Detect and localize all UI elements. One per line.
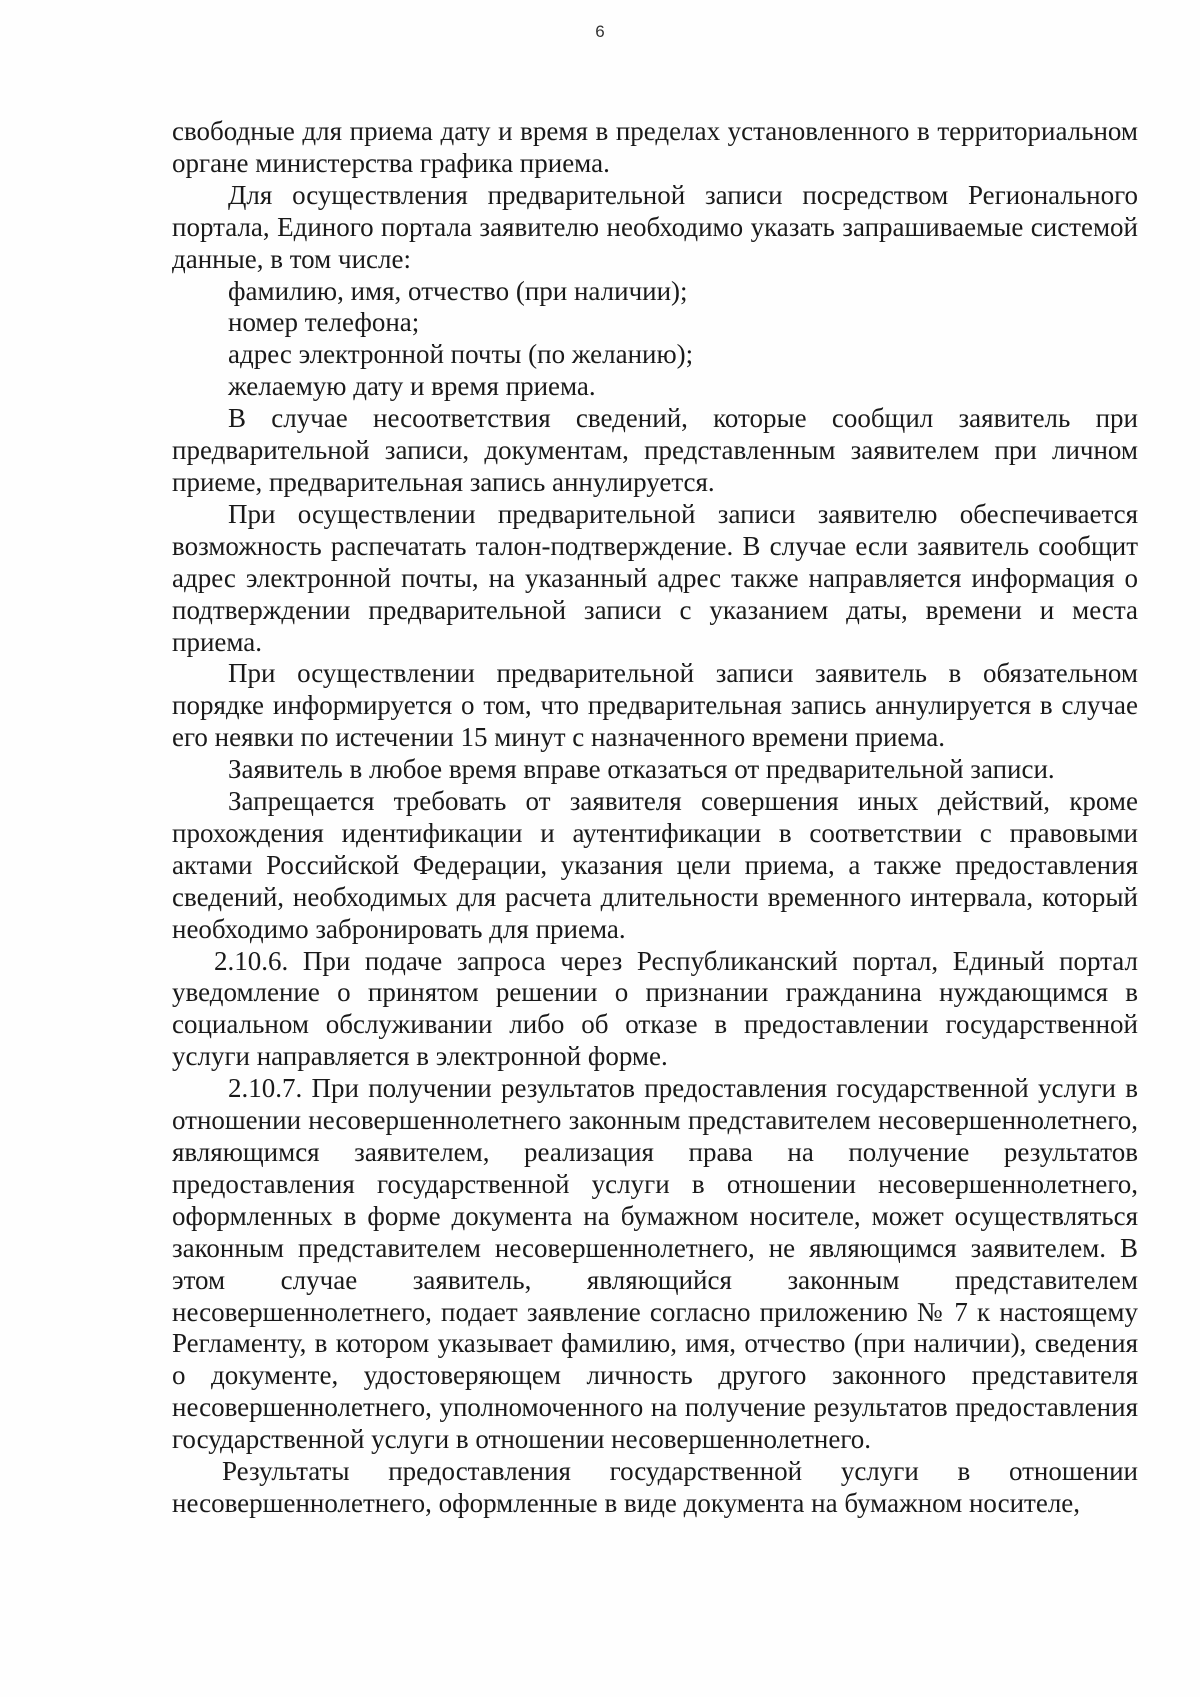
list-item-date-time: желаемую дату и время приема. xyxy=(228,371,596,402)
page-number: 6 xyxy=(595,22,605,41)
paragraph-prohibited: Запрещается требовать от заявителя совершения иных действий, кроме прохождения идентификации и аутентификации в соответствии с правовыми актами Российской Федерации, указания цели приема, а также предоставления сведений, необходимых для расчета длительности временного интервала, который необходимо забронировать для приема. xyxy=(172,786,1138,944)
document-body xyxy=(172,116,1138,1520)
paragraph-coupon: При осуществлении предварительной записи заявителю обеспечивается возможность распечатать талон-подтверждение. В случае если заявитель сообщит адрес электронной почты, на указанный адрес также направляется информация о подтверждении предварительной записи с указанием даты, времени и места приема. xyxy=(172,498,1138,657)
list-item-full-name: фамилию, имя, отчество (при наличии); xyxy=(228,275,688,306)
paragraph-2-10-7: 2.10.7. При получении результатов предоставления государственной услуги в отношении несовершеннолетнего законным представителем несовершеннолетнего, являющимся заявителем, реализация права на получение результатов предоставления государственной услуги в отношении несовершеннолетнего, оформленных в форме документа на бумажном носителе, может осуществляться законным представителем несовершеннолетнего, не являющимся заявителем. В этом случае заявитель, являющийся законным представителем несовершеннолетнего, подает заявление согласно приложению № 7 к настоящему Регламенту, в котором указывает фамилию, имя, отчество (при наличии), сведения о документе, удостоверяющем личность другого законного представителя несовершеннолетнего, уполномоченного на получение результатов предоставления государственной услуги в отношении несовершеннолетнего. xyxy=(172,1073,1138,1455)
paragraph-continuation: свободные для приема дату и время в пределах установленного в территориальном органе министерства графика приема. xyxy=(172,116,1138,178)
paragraph-2-10-6: 2.10.6. При подаче запроса через Республиканский портал, Единый портал уведомление о принятом решении о признании гражданина нуждающимся в социальном обслуживании либо об отказе в предоставлении государственной услуги направляется в электронной форме. xyxy=(172,945,1138,1072)
paragraph-portal-intro: Для осуществления предварительной записи посредством Регионального портала, Единого портала заявителю необходимо указать запрашиваемые системой данные, в том числе: xyxy=(172,179,1138,274)
paragraph-results: Результаты предоставления государственной услуги в отношении несовершеннолетнего, оформленные в виде документа на бумажном носителе, xyxy=(172,1456,1138,1518)
list-item-phone: номер телефона; xyxy=(228,307,420,338)
paragraph-mismatch: В случае несоответствия сведений, которые сообщил заявитель при предварительной записи, документам, представленным заявителем при личном приеме, предварительная запись аннулируется. xyxy=(172,403,1138,497)
paragraph-cancel-notice: При осуществлении предварительной записи заявитель в обязательном порядке информируется о том, что предварительная запись аннулируется в случае его неявки по истечении 15 минут с назначенного времени приема. xyxy=(172,658,1138,753)
paragraph-refuse: Заявитель в любое время вправе отказаться от предварительной записи. xyxy=(228,754,1055,785)
list-item-email: адрес электронной почты (по желанию); xyxy=(228,339,694,370)
